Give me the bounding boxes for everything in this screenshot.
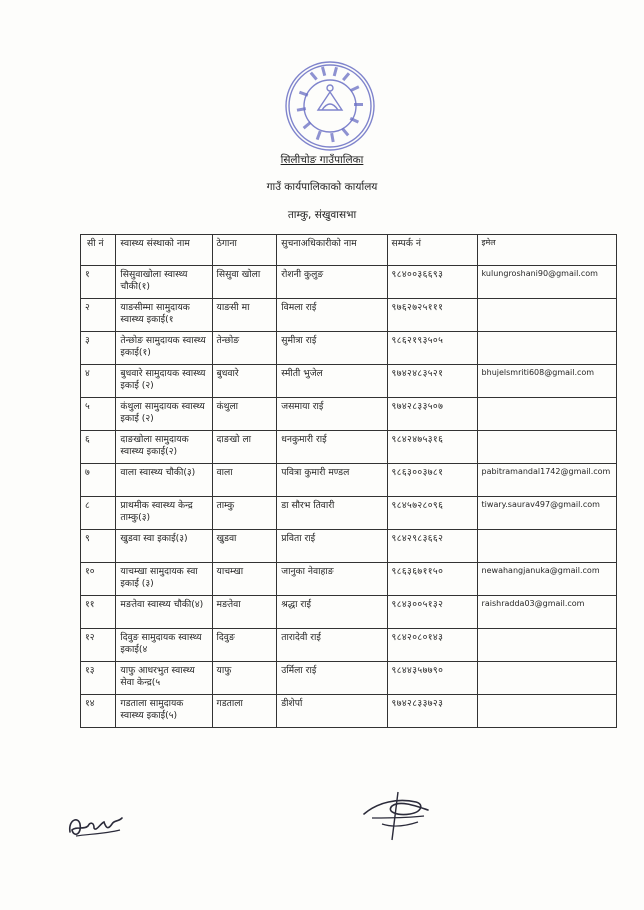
cell-email (477, 431, 616, 464)
office-location: ताम्कु, संखुवासभा (287, 209, 357, 221)
table-row (81, 530, 617, 563)
cell-officer: सुमीत्रा राई (277, 332, 387, 365)
column-header-serial: सी नं (81, 235, 116, 266)
cell-serial: ३ (81, 332, 116, 365)
cell-serial: १३ (81, 662, 116, 695)
table-header-row (81, 235, 617, 266)
cell-email: tiwary.saurav497@gmail.com (477, 497, 616, 530)
cell-address: सिसुवा खोला (212, 266, 277, 299)
cell-serial: ४ (81, 365, 116, 398)
cell-phone: ९७६२७२५१११ (387, 299, 477, 332)
table-row (81, 563, 617, 596)
cell-address: याफु (212, 662, 277, 695)
table-row (81, 464, 617, 497)
table-row (81, 695, 617, 728)
cell-officer: विमला राई (277, 299, 387, 332)
cell-address: मङतेवा (212, 596, 277, 629)
cell-email (477, 398, 616, 431)
column-header-officer: सुचनाअधिकारीको नाम (277, 235, 387, 266)
cell-serial: १२ (81, 629, 116, 662)
cell-serial: १४ (81, 695, 116, 728)
cell-email: raishradda03@gmail.com (477, 596, 616, 629)
cell-phone: ९७४२८३३५०७ (387, 398, 477, 431)
cell-address: याङसी मा (212, 299, 277, 332)
column-header-email: इमेल (477, 235, 616, 266)
cell-email (477, 299, 616, 332)
cell-phone: ९८४३००५१३२ (387, 596, 477, 629)
table-row (81, 266, 617, 299)
cell-email (477, 629, 616, 662)
cell-officer: धनकुमारी राई (277, 431, 387, 464)
cell-officer: जसमाया राई (277, 398, 387, 431)
column-header-phone: सम्पर्क नं (387, 235, 477, 266)
cell-institution: दिवुङ सामुदायक स्वास्थ्य इकाई(४ (116, 629, 212, 662)
cell-email (477, 662, 616, 695)
table-row (81, 299, 617, 332)
right-signature (358, 788, 438, 848)
cell-officer: रोशनी कुलुङ (277, 266, 387, 299)
cell-institution: मङतेवा स्वास्थ्य चौकी(४) (116, 596, 212, 629)
cell-address: बुधवारे (212, 365, 277, 398)
health-institution-contact-table (80, 234, 617, 728)
cell-institution: सिसुवाखोला स्वास्थ्य चौकी(१) (116, 266, 212, 299)
cell-officer: प्रविता राई (277, 530, 387, 563)
cell-address: ताम्कु (212, 497, 277, 530)
cell-serial: २ (81, 299, 116, 332)
cell-officer: डीशेर्पा (277, 695, 387, 728)
cell-phone: ९८४२९८३६६२ (387, 530, 477, 563)
cell-officer: श्रद्धा राई (277, 596, 387, 629)
cell-phone: ९८६३००३७८१ (387, 464, 477, 497)
cell-email (477, 695, 616, 728)
cell-phone: ९८४४३५७७९० (387, 662, 477, 695)
cell-institution: तेन्छोङ सामुदायक स्वास्थ्य इकाई(१) (116, 332, 212, 365)
cell-serial: ७ (81, 464, 116, 497)
cell-institution: याङसीम्मा सामुदायक स्वास्थ्य इकाई(१ (116, 299, 212, 332)
cell-institution: गडताला सामुदायक स्वास्थ्य इकाई(५) (116, 695, 212, 728)
table-row (81, 596, 617, 629)
table-row (81, 497, 617, 530)
cell-institution: प्राथमीक स्वास्थ्य केन्द्र ताम्कु(३) (116, 497, 212, 530)
cell-email: pabitramandal1742@gmail.com (477, 464, 616, 497)
cell-serial: ८ (81, 497, 116, 530)
cell-address: दिवुङ (212, 629, 277, 662)
table-row (81, 431, 617, 464)
cell-address: दाङखो ला (212, 431, 277, 464)
cell-address: गडताला (212, 695, 277, 728)
cell-email (477, 530, 616, 563)
cell-officer: उर्मिला राई (277, 662, 387, 695)
cell-institution: कंथुला सामुदायक स्वास्थ्य इकाई (२) (116, 398, 212, 431)
cell-email: kulungroshani90@gmail.com (477, 266, 616, 299)
cell-email: bhujelsmriti608@gmail.com (477, 365, 616, 398)
cell-officer: डा सौरभ तिवारी (277, 497, 387, 530)
cell-institution: खुडवा स्वा इकाई(३) (116, 530, 212, 563)
left-signature (64, 808, 126, 842)
cell-serial: ५ (81, 398, 116, 431)
table-row (81, 332, 617, 365)
cell-serial: १ (81, 266, 116, 299)
cell-address: तेन्छोङ (212, 332, 277, 365)
cell-phone: ९७४२४८३५२१ (387, 365, 477, 398)
table-row (81, 629, 617, 662)
cell-address: कंथुला (212, 398, 277, 431)
cell-officer: तारादेवी राई (277, 629, 387, 662)
table-row (81, 398, 617, 431)
column-header-institution: स्वास्थ्य संस्थाको नाम (116, 235, 212, 266)
office-name: गाउँ कार्यपालिकाको कार्यालय (266, 181, 378, 193)
cell-serial: ९ (81, 530, 116, 563)
cell-phone: ९८४२४७५३१६ (387, 431, 477, 464)
office-seal-stamp (282, 58, 378, 154)
cell-email (477, 332, 616, 365)
column-header-address: ठेगाना (212, 235, 277, 266)
cell-phone: ९७४२८३३७२३ (387, 695, 477, 728)
cell-serial: ६ (81, 431, 116, 464)
table-row (81, 365, 617, 398)
cell-institution: याचम्खा सामुदायक स्वा इकाई (३) (116, 563, 212, 596)
cell-phone: ९८४२०८०१४३ (387, 629, 477, 662)
cell-address: याचम्खा (212, 563, 277, 596)
cell-officer: पवित्रा कुमारी मण्डल (277, 464, 387, 497)
municipality-name: सिलीचोङ गाउँपालिका (280, 154, 364, 166)
table-row (81, 662, 617, 695)
cell-serial: ११ (81, 596, 116, 629)
cell-phone: ९८४००३६६९३ (387, 266, 477, 299)
cell-phone: ९८६३६७११५० (387, 563, 477, 596)
cell-officer: जानुका नेवाहाङ (277, 563, 387, 596)
cell-institution: बुधवारे सामुदायक स्वास्थ्य इकाई (२) (116, 365, 212, 398)
cell-institution: याफु आधरभुत स्वास्थ्य सेवा केन्द्र(५ (116, 662, 212, 695)
cell-address: खुडवा (212, 530, 277, 563)
cell-officer: स्मीती भुजेल (277, 365, 387, 398)
cell-institution: दाङखोला सामुदायक स्वास्थ्य इकाई(२) (116, 431, 212, 464)
cell-phone: ९८४५७२८०९६ (387, 497, 477, 530)
cell-address: वाला (212, 464, 277, 497)
cell-email: newahangjanuka@gmail.com (477, 563, 616, 596)
cell-serial: १० (81, 563, 116, 596)
cell-institution: वाला स्वास्थ्य चौकी(३) (116, 464, 212, 497)
cell-phone: ९८६२१९३५०५ (387, 332, 477, 365)
